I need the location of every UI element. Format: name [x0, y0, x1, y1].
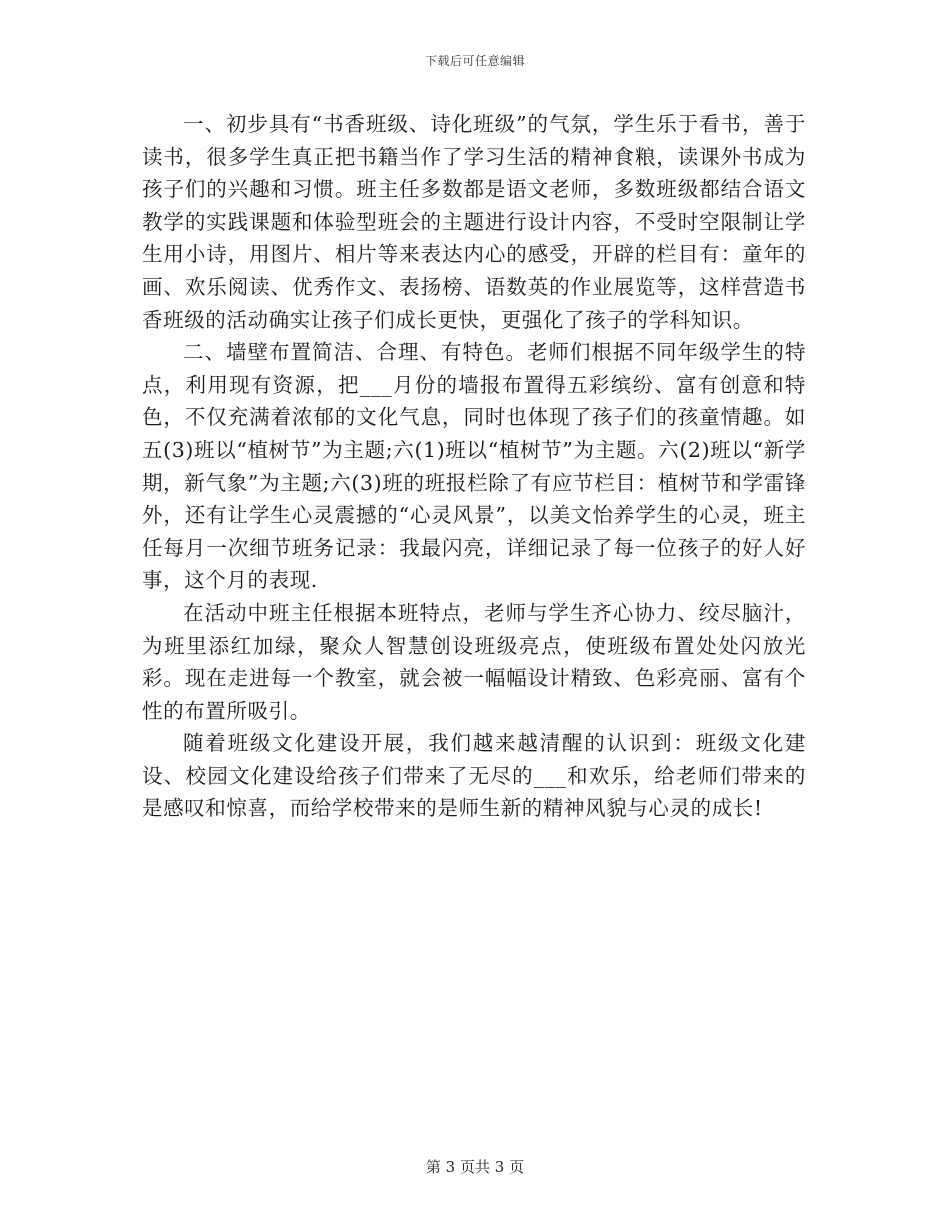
- paragraph: 随着班级文化建设开展，我们越来越清醒的认识到：班级文化建设、校园文化建设给孩子们带来了无尽的___和欢乐，给老师们带来的是感叹和惊喜，而给学校带来的是师生新的精神风貌与心灵的成长!: [142, 731, 806, 821]
- paragraph: 二、墙壁布置简洁、合理、有特色。老师们根据不同年级学生的特点，利用现有资源，把___月份的墙报布置得五彩缤纷、富有创意和特色，不仅充满着浓郁的文化气息，同时也体现了孩子们的孩童情趣。如五(3)班以“植树节”为主题;六(1)班以“植树节”为主题。六(2)班以“新学期，新气象”为主题;六(3)班的班报栏除了有应节栏目：植树节和学雷锋外，还有让学生心灵震撼的“心灵风景”，以美文怡养学生的心灵，班主任每月一次细节班务记录：我最闪亮，详细记录了每一位孩子的好人好事，这个月的表现.: [142, 340, 806, 593]
- paragraph: 一、初步具有“书香班级、诗化班级”的气氛，学生乐于看书，善于读书，很多学生真正把书籍当作了学习生活的精神食粮，读课外书成为孩子们的兴趣和习惯。班主任多数都是语文老师，多数班级都结合语文教学的实践课题和体验型班会的主题进行设计内容，不受时空限制让学生用小诗，用图片、相片等来表达内心的感受，开辟的栏目有：童年的画、欢乐阅读、优秀作文、表扬榜、语数英的作业展览等，这样营造书香班级的活动确实让孩子们成长更快，更强化了孩子的学科知识。: [142, 112, 806, 332]
- page-number-footer: 第 3 页共 3 页: [425, 1158, 525, 1176]
- document-body: [142, 108, 806, 825]
- paragraph: 在活动中班主任根据本班特点，老师与学生齐心协力、绞尽脑汁，为班里添红加绿，聚众人智慧创设班级亮点，使班级布置处处闪放光彩。现在走进每一个教室，就会被一幅幅设计精致、色彩亮丽、富有个性的布置所吸引。: [142, 600, 806, 723]
- page-header: 下载后可任意编辑: [424, 54, 525, 68]
